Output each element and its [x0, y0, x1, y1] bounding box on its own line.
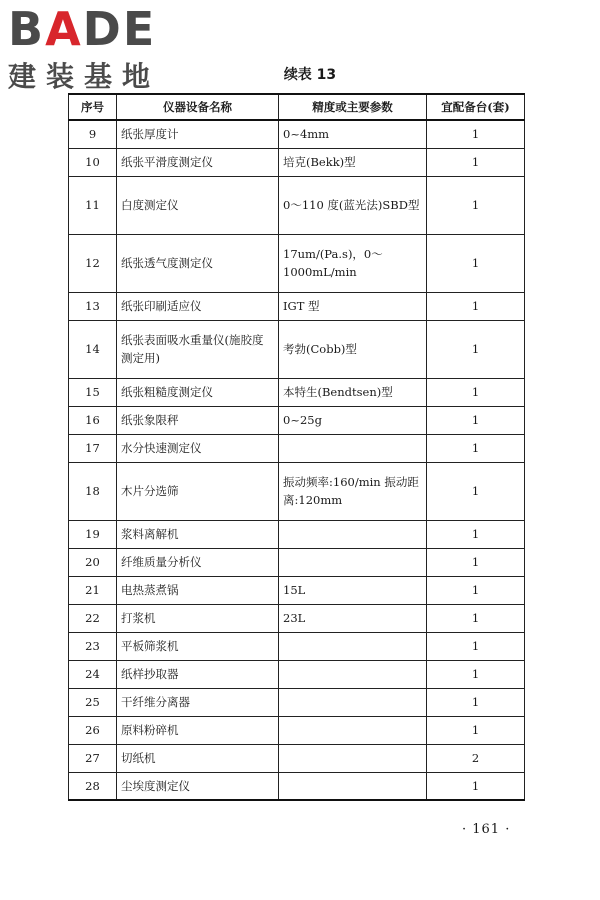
bade-logo	[8, 4, 180, 98]
row-number: 25	[69, 688, 117, 716]
table-row	[69, 234, 525, 292]
equipment-param: 振动频率:160/min 振动距离:120mm	[279, 462, 427, 520]
equipment-param	[279, 772, 427, 800]
row-number: 15	[69, 378, 117, 406]
row-number: 10	[69, 148, 117, 176]
row-number: 28	[69, 772, 117, 800]
row-number: 23	[69, 632, 117, 660]
equipment-param: 0～110 度(蓝光法)SBD型	[279, 176, 427, 234]
equipment-param	[279, 744, 427, 772]
equipment-param	[279, 520, 427, 548]
equipment-quantity: 1	[427, 434, 525, 462]
equipment-quantity: 2	[427, 744, 525, 772]
equipment-quantity: 1	[427, 576, 525, 604]
equipment-quantity: 1	[427, 378, 525, 406]
equipment-name: 纤维质量分析仪	[117, 548, 279, 576]
equipment-param	[279, 688, 427, 716]
row-number: 22	[69, 604, 117, 632]
row-number: 21	[69, 576, 117, 604]
equipment-name: 水分快速测定仪	[117, 434, 279, 462]
equipment-name: 木片分选筛	[117, 462, 279, 520]
row-number: 13	[69, 292, 117, 320]
logo-wordmark: BADE	[8, 2, 157, 56]
equipment-param: 23L	[279, 604, 427, 632]
row-number: 9	[69, 120, 117, 148]
equipment-name: 白度测定仪	[117, 176, 279, 234]
table-header-row	[69, 94, 525, 120]
equipment-param: 17um/(Pa.s)，0～1000mL/min	[279, 234, 427, 292]
equipment-name: 电热蒸煮锅	[117, 576, 279, 604]
row-number: 24	[69, 660, 117, 688]
row-number: 20	[69, 548, 117, 576]
row-number: 18	[69, 462, 117, 520]
equipment-name: 平板筛浆机	[117, 632, 279, 660]
table-row	[69, 716, 525, 744]
equipment-quantity: 1	[427, 148, 525, 176]
equipment-quantity: 1	[427, 660, 525, 688]
equipment-quantity: 1	[427, 772, 525, 800]
equipment-quantity: 1	[427, 632, 525, 660]
equipment-name: 切纸机	[117, 744, 279, 772]
table-row	[69, 462, 525, 520]
equipment-name: 纸张透气度测定仪	[117, 234, 279, 292]
table-row	[69, 378, 525, 406]
table-title: 续表 13	[283, 67, 337, 83]
equipment-param: 考勃(Cobb)型	[279, 320, 427, 378]
table-row	[69, 632, 525, 660]
equipment-name: 尘埃度测定仪	[117, 772, 279, 800]
equipment-param: IGT 型	[279, 292, 427, 320]
equipment-name: 纸张印刷适应仪	[117, 292, 279, 320]
equipment-param: 15L	[279, 576, 427, 604]
header-name: 仪器设备名称	[117, 94, 279, 120]
logo-subtitle: 建装基地	[8, 60, 161, 93]
equipment-name: 干纤维分离器	[117, 688, 279, 716]
table-row	[69, 576, 525, 604]
table-row	[69, 688, 525, 716]
equipment-param	[279, 660, 427, 688]
table-row	[69, 148, 525, 176]
equipment-param	[279, 548, 427, 576]
table-row	[69, 292, 525, 320]
header-qty: 宜配备台(套)	[427, 94, 525, 120]
equipment-quantity: 1	[427, 406, 525, 434]
row-number: 11	[69, 176, 117, 234]
equipment-param: 培克(Bekk)型	[279, 148, 427, 176]
equipment-name: 纸张厚度计	[117, 120, 279, 148]
table-row	[69, 320, 525, 378]
table-row	[69, 434, 525, 462]
equipment-name: 纸张平滑度测定仪	[117, 148, 279, 176]
equipment-name: 纸张粗糙度测定仪	[117, 378, 279, 406]
equipment-name: 纸张象限秤	[117, 406, 279, 434]
page-number: · 161 ·	[462, 822, 511, 837]
equipment-param	[279, 716, 427, 744]
row-number: 12	[69, 234, 117, 292]
equipment-quantity: 1	[427, 548, 525, 576]
table-row	[69, 660, 525, 688]
table-row	[69, 744, 525, 772]
table-row	[69, 520, 525, 548]
header-param: 精度或主要参数	[279, 94, 427, 120]
equipment-param	[279, 632, 427, 660]
table-row	[69, 406, 525, 434]
equipment-name: 原料粉碎机	[117, 716, 279, 744]
equipment-name: 纸张表面吸水重量仪(施胶度测定用)	[117, 320, 279, 378]
header-no: 序号	[69, 94, 117, 120]
equipment-quantity: 1	[427, 176, 525, 234]
equipment-name: 浆料离解机	[117, 520, 279, 548]
equipment-quantity: 1	[427, 234, 525, 292]
row-number: 16	[69, 406, 117, 434]
equipment-quantity: 1	[427, 716, 525, 744]
row-number: 19	[69, 520, 117, 548]
table-row	[69, 604, 525, 632]
equipment-table	[68, 93, 525, 801]
equipment-quantity: 1	[427, 462, 525, 520]
equipment-quantity: 1	[427, 292, 525, 320]
table-row	[69, 120, 525, 148]
table-row	[69, 548, 525, 576]
equipment-quantity: 1	[427, 120, 525, 148]
table-row	[69, 772, 525, 800]
equipment-quantity: 1	[427, 688, 525, 716]
equipment-quantity: 1	[427, 320, 525, 378]
row-number: 27	[69, 744, 117, 772]
equipment-param: 本特生(Bendtsen)型	[279, 378, 427, 406]
equipment-param: 0~4mm	[279, 120, 427, 148]
row-number: 14	[69, 320, 117, 378]
equipment-quantity: 1	[427, 520, 525, 548]
equipment-name: 打浆机	[117, 604, 279, 632]
equipment-name: 纸样抄取器	[117, 660, 279, 688]
equipment-param: 0~25g	[279, 406, 427, 434]
row-number: 17	[69, 434, 117, 462]
equipment-quantity: 1	[427, 604, 525, 632]
equipment-param	[279, 434, 427, 462]
row-number: 26	[69, 716, 117, 744]
table-row	[69, 176, 525, 234]
